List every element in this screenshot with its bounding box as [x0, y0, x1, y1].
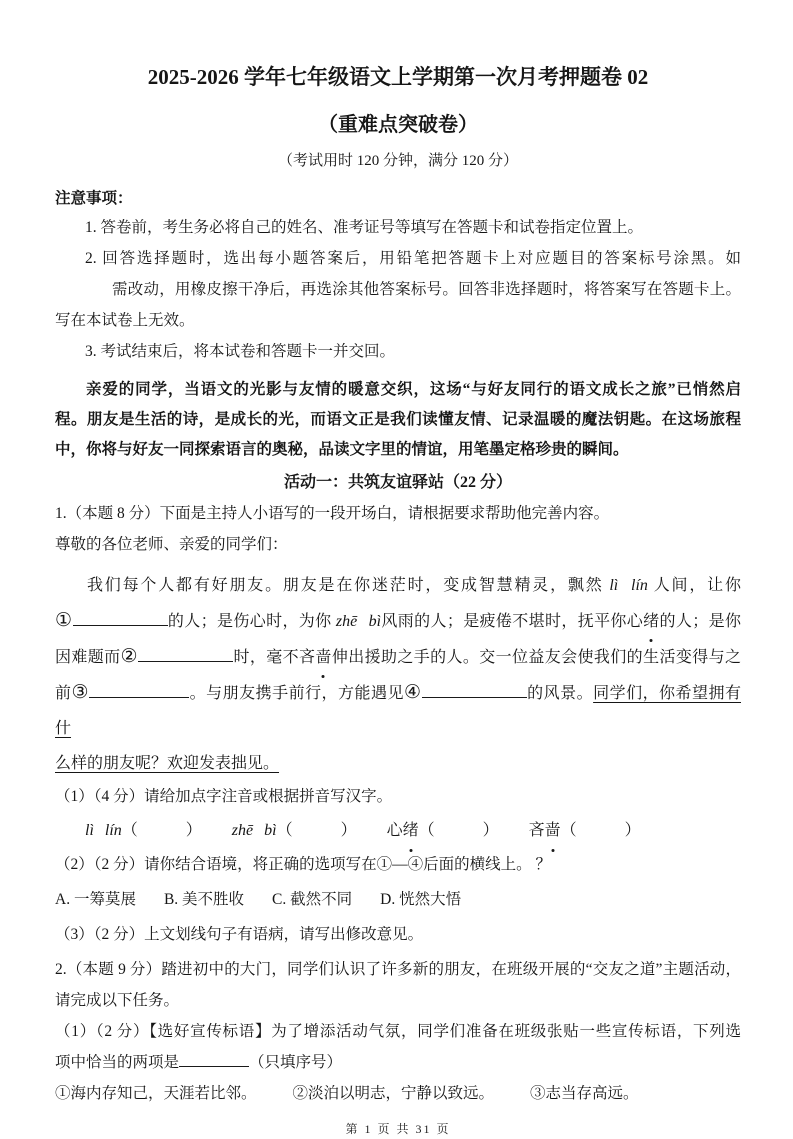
speech-text: 因难题而: [55, 649, 121, 666]
dotted-char-se: 啬: [545, 812, 561, 849]
page-title: 2025-2026 学年七年级语文上学期第一次月考押题卷 02: [147, 65, 649, 89]
q1-salutation: 尊敬的各位老师、亲爱的同学们：: [55, 536, 288, 553]
notice-item-3: 3. 考试结束后，将本试卷和答题卡一并交回。: [85, 343, 396, 360]
q1-sub1-label: （1）（4 分）请给加点字注音或根据拼音写汉字。: [55, 788, 393, 805]
intro-line-2: 程。朋友是生活的诗，是成长的光，而语文正是我们读懂友情、记录温暖的魔法钥匙。在这场旅程: [55, 411, 741, 428]
fill-blank-2: [138, 646, 233, 662]
fill-blank-4: [422, 682, 527, 698]
speech-line-5: [55, 746, 741, 781]
option-c: C. 截然不同: [272, 891, 353, 908]
speech-text: 的人；是伤心时，为你: [167, 613, 336, 630]
q2-label-line2: 请完成以下任务。: [55, 992, 180, 1009]
fill-blank-1: [73, 610, 168, 626]
intro-paragraph: [55, 375, 741, 465]
pinyin-lilin: lì lín: [85, 822, 122, 839]
intro-line-3: 中，你将与好友一同探索语言的奥秘，品读文字里的情谊，用笔墨定格珍贵的瞬间。: [55, 441, 629, 458]
pinyin-group-lilin: [85, 822, 202, 839]
q1-label: 1.（本题 8 分）下面是主持人小语写的一段开场白，请根据要求帮助他完善内容。: [55, 505, 610, 522]
section1-heading: 活动一：共筑友谊驿站（22 分）: [283, 474, 512, 491]
q1-opening-speech: [55, 568, 741, 781]
dotted-char-xu: 绪: [403, 812, 419, 849]
pinyin-lilin: lì lín: [609, 577, 648, 594]
q2-sub1-line1: （1）（2 分）【选好宣传标语】为了增添活动气氛，同学们准备在班级张贴一些宣传标语，下列选: [55, 1023, 741, 1040]
option-d: D. 恍然大悟: [380, 891, 462, 908]
pinyin-zhebi: zhē bì: [335, 613, 382, 630]
speech-line-2: [55, 603, 741, 639]
option-a: A. 一筹莫展: [55, 891, 136, 908]
pinyin-group-zhebi: [232, 822, 357, 839]
underlined-sentence-part2: 么样的朋友呢？欢迎发表拙见。: [55, 755, 280, 772]
pinyin-zhebi: zhē bì: [231, 822, 277, 839]
speech-line-3: [55, 639, 741, 675]
q1-sub2-options: [55, 884, 741, 915]
intro-line-1: 亲爱的同学，当语文的光影与友情的暖意交织，这场“与好友同行的语文成长之旅”已悄然启: [86, 381, 741, 398]
dotted-char-xu: 绪: [643, 604, 659, 639]
speech-text: 前: [55, 685, 72, 702]
exam-duration-info: （考试用时 120 分钟，满分 120 分）: [277, 153, 518, 169]
q2-label-line1: 2.（本题 9 分）踏进初中的大门，同学们认识了许多新的朋友，在班级开展的“交友之道”主题活动，: [55, 961, 741, 978]
q1-sub1-answer-line: [55, 812, 741, 849]
circled-number-4: ④: [403, 682, 422, 703]
notice-item-1: 1. 答卷前，考生务必将自己的姓名、准考证号等填写在答题卡和试卷指定位置上。: [85, 219, 644, 236]
slogan-option-1: ①海内存知己，天涯若比邻。: [55, 1085, 257, 1102]
answer-bracket: （ ）: [276, 822, 357, 839]
q1-sub3-label: （3）（2 分）上文划线句子有语病，请写出修改意见。: [55, 926, 424, 943]
speech-text: 。与朋友携手前行，方能遇见: [189, 685, 404, 702]
notice-item-2-line2: 需改动，用橡皮擦干净后，再选涂其他答案标号。回答非选择题时，将答案写在答题卡上。: [112, 281, 741, 298]
answer-bracket: （ ）: [121, 822, 202, 839]
speech-text: 风雨的人；是疲倦不堪时，抚平你心: [381, 613, 644, 630]
char-xin: 心: [386, 822, 403, 839]
underlined-sentence-part1: 同学们，你希望拥有什: [55, 685, 741, 737]
word-group-xinxu: [387, 822, 499, 839]
fill-blank-3: [89, 682, 189, 698]
q2-sub1-line2-text: 项中恰当的两项是: [55, 1054, 180, 1071]
speech-text: 人间，让你: [647, 577, 741, 594]
notice-heading: 注意事项：: [55, 190, 133, 207]
speech-line-1: [55, 568, 741, 603]
char-lin: 吝: [528, 822, 545, 839]
slogan-option-3: ③志当存高远。: [530, 1085, 639, 1102]
q2-sub1-options: [55, 1078, 741, 1109]
speech-text: 时，毫不吝: [233, 649, 316, 666]
circled-number-3: ③: [71, 682, 90, 703]
slogan-option-2: ②淡泊以明志，宁静以致远。: [292, 1085, 495, 1102]
notice-item-2-line1: 2. 回答选择题时，选出每小题答案后，用铅笔把答题卡上对应题目的答案标号涂黑。如: [85, 250, 741, 267]
answer-bracket: （ ）: [418, 822, 499, 839]
speech-text: 我们每个人都有好朋友。朋友是在你迷茫时，变成智慧精灵，飘然: [87, 577, 610, 594]
speech-text: 的风景。: [526, 685, 594, 702]
answer-bracket: （ ）: [560, 822, 641, 839]
page-subtitle: （重难点突破卷）: [318, 114, 478, 136]
speech-text: 伸出援助之手的人。交一位益友会使我们的生活变得与之: [331, 649, 741, 666]
speech-text: 的人；是你: [659, 613, 741, 630]
dotted-char-se: 啬: [315, 640, 331, 675]
word-group-linse: [529, 822, 641, 839]
q2-sub1-line2-note: （只填序号）: [249, 1054, 343, 1071]
option-b: B. 美不胜收: [163, 891, 245, 908]
q1-sub2-label: （2）（2 分）请你结合语境，将正确的选项写在①—④后面的横线上。 ？: [55, 856, 552, 873]
speech-line-4: [55, 675, 741, 746]
q2-sub1-line2: [55, 1047, 741, 1078]
circled-number-1: ①: [55, 610, 73, 631]
fill-blank-q2: [179, 1051, 249, 1067]
notice-item-2-line3: 写在本试卷上无效。: [55, 312, 195, 329]
circled-number-2: ②: [120, 646, 139, 667]
page-number-footer: 第 1 页 共 31 页: [345, 1122, 451, 1136]
